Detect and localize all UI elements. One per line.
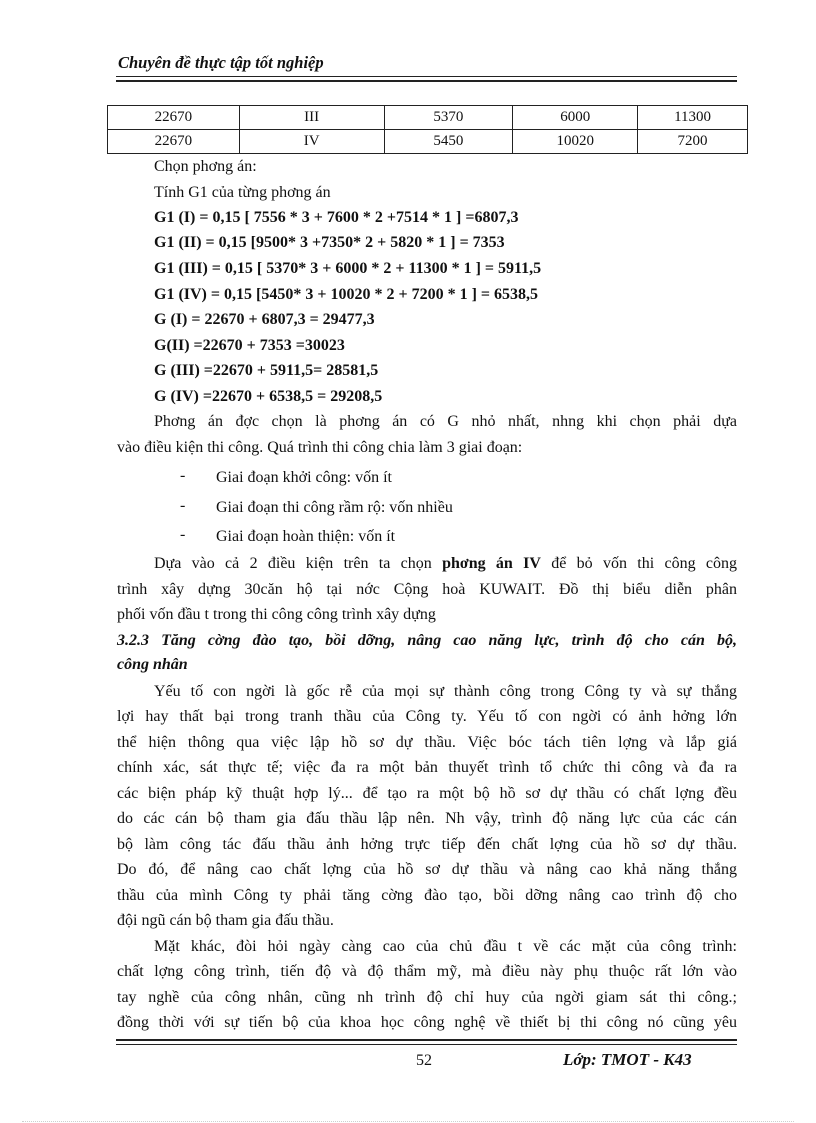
para2-line3: phối vốn đầu t trong thi công công trình xây dựng: [117, 606, 436, 623]
bullet-item: Giai đoạn thi công rầm rộ: vốn nhiều: [216, 499, 453, 516]
formula-g1-ii: G1 (II) = 0,15 [9500* 3 +7350* 2 + 5820 * 1 ] = 7353: [154, 234, 505, 251]
header-rule: [116, 76, 737, 77]
para4-line: chất lợng công trình, tiến độ và độ thẩm mỹ, mà điều này phụ thuộc rất lớn vào: [117, 963, 737, 980]
formula-g-iv: G (IV) =22670 + 6538,5 = 29208,5: [154, 388, 383, 405]
table-cell: 22670: [108, 130, 240, 154]
table-cell: 10020: [513, 130, 638, 154]
para4-line: đồng thời với sự tiến bộ của khoa học công nghệ về thiết bị thi công nó cũng yêu: [117, 1014, 737, 1031]
footer-rule: [116, 1044, 737, 1045]
header-rule-thick: [116, 80, 737, 82]
para1-line1-text: Phơng án đợc chọn là phơng án có G nhỏ nhất, nhng khi chọn phải dựa: [154, 413, 737, 430]
formula-g-iii: G (III) =22670 + 5911,5= 28581,5: [154, 362, 379, 379]
bullet-dash: -: [180, 467, 186, 484]
para2-line2: trình xây dựng 30căn hộ tại nớc Cộng hoà KUWAIT. Đồ thị biểu diễn phân: [117, 581, 737, 598]
formula-g1-i: G1 (I) = 0,15 [ 7556 * 3 + 7600 * 2 +7514 * 1 ] =6807,3: [154, 209, 519, 226]
para4-line: tay nghề của công nhân, cũng nh trình độ chỉ huy của ngời giam sát thi công.;: [117, 989, 737, 1006]
para3-line: đội ngũ cán bộ tham gia đấu thầu.: [117, 912, 334, 929]
table-row: [108, 106, 748, 130]
page-number: 52: [416, 1052, 432, 1069]
bullet-dash: -: [180, 497, 186, 514]
page-bottom-dotted-border: [22, 1121, 794, 1122]
formula-g1-iv: G1 (IV) = 0,15 [5450* 3 + 10020 * 2 + 7200 * 1 ] = 6538,5: [154, 286, 539, 303]
capital-table: [107, 105, 748, 154]
formula-g-ii: G(II) =22670 + 7353 =30023: [154, 337, 345, 354]
formula-g1-iii: G1 (III) = 0,15 [ 5370* 3 + 6000 * 2 + 11300 * 1 ] = 5911,5: [154, 260, 542, 277]
bullet-item: Giai đoạn hoàn thiện: vốn ít: [216, 528, 396, 545]
table-cell: 6000: [513, 106, 638, 130]
page-header-title: Chuyên đề thực tập tốt nghiệp: [118, 53, 324, 72]
para2-text-post: để bỏ vốn thi công công: [540, 555, 737, 572]
choose-plan-text: Chọn phơng án:: [154, 158, 257, 175]
para3-line: Do đó, để nâng cao chất lợng của hồ sơ dự thầu và nâng cao khả năng thắng: [117, 861, 737, 878]
para3-line: thầu của mình Công ty phải tăng cờng đào tạo, bồi dỡng nâng cao trình độ cho: [117, 887, 737, 904]
table-cell: 5450: [384, 130, 513, 154]
table-cell: 22670: [108, 106, 240, 130]
para1-line2: vào điều kiện thi công. Quá trình thi công chia làm 3 giai đoạn:: [117, 439, 523, 456]
table-cell: 5370: [384, 106, 513, 130]
para3-line: các biện pháp kỹ thuật hợp lý... để tạo ra một bộ hồ sơ dự thầu có chất lợng đều: [117, 785, 737, 802]
table-cell: 11300: [638, 106, 748, 130]
para2-text-pre: Dựa vào cả 2 điều kiện trên ta chọn: [154, 555, 443, 572]
para3-line: thể hiện thông qua việc lập hồ sơ dự thầu. Việc bóc tách tiên lợng và lắp giá: [117, 734, 737, 751]
para2-line1: [154, 555, 737, 573]
section-title-line2: công nhân: [117, 656, 188, 673]
table-cell: 7200: [638, 130, 748, 154]
para3-line: chính xác, sát thực tế; việc đa ra một bản thuyết trình tổ chức thi công và đa ra: [117, 759, 737, 776]
table-row: [108, 130, 748, 154]
section-title-line1: 3.2.3 Tăng cờng đào tạo, bồi dỡng, nâng cao năng lực, trình độ cho cán bộ,: [117, 632, 737, 649]
class-label: Lớp: TMOT - K43: [563, 1050, 692, 1069]
footer-rule-thick: [116, 1039, 737, 1041]
para3-line: lợi hay thất bại trong tranh thầu của Công ty. Yếu tố con ngời có ảnh hởng lớn: [117, 708, 737, 725]
calc-g1-text: Tính G1 của từng phơng án: [154, 184, 331, 201]
bullet-item: Giai đoạn khởi công: vốn ít: [216, 469, 392, 486]
formula-g-i: G (I) = 22670 + 6807,3 = 29477,3: [154, 311, 375, 328]
para3-line: Yếu tố con ngời là gốc rễ của mọi sự thành công trong Công ty và sự thắng: [154, 683, 737, 700]
para3-line: do các cán bộ tham gia đấu thầu lập nên. Nh vậy, trình độ năng lực của các cán: [117, 810, 737, 827]
chosen-plan-text: phơng án IV: [442, 555, 541, 572]
table-cell: III: [239, 106, 384, 130]
para4-line: Mặt khác, đòi hỏi ngày càng cao của chủ đầu t về các mặt của công trình:: [154, 938, 737, 955]
table-cell: IV: [239, 130, 384, 154]
para3-line: bộ làm công tác đấu thầu ảnh hởng trực tiếp đến chất lợng của hồ sơ dự thầu.: [117, 836, 737, 853]
bullet-dash: -: [180, 526, 186, 543]
para1-line1: [154, 413, 737, 431]
